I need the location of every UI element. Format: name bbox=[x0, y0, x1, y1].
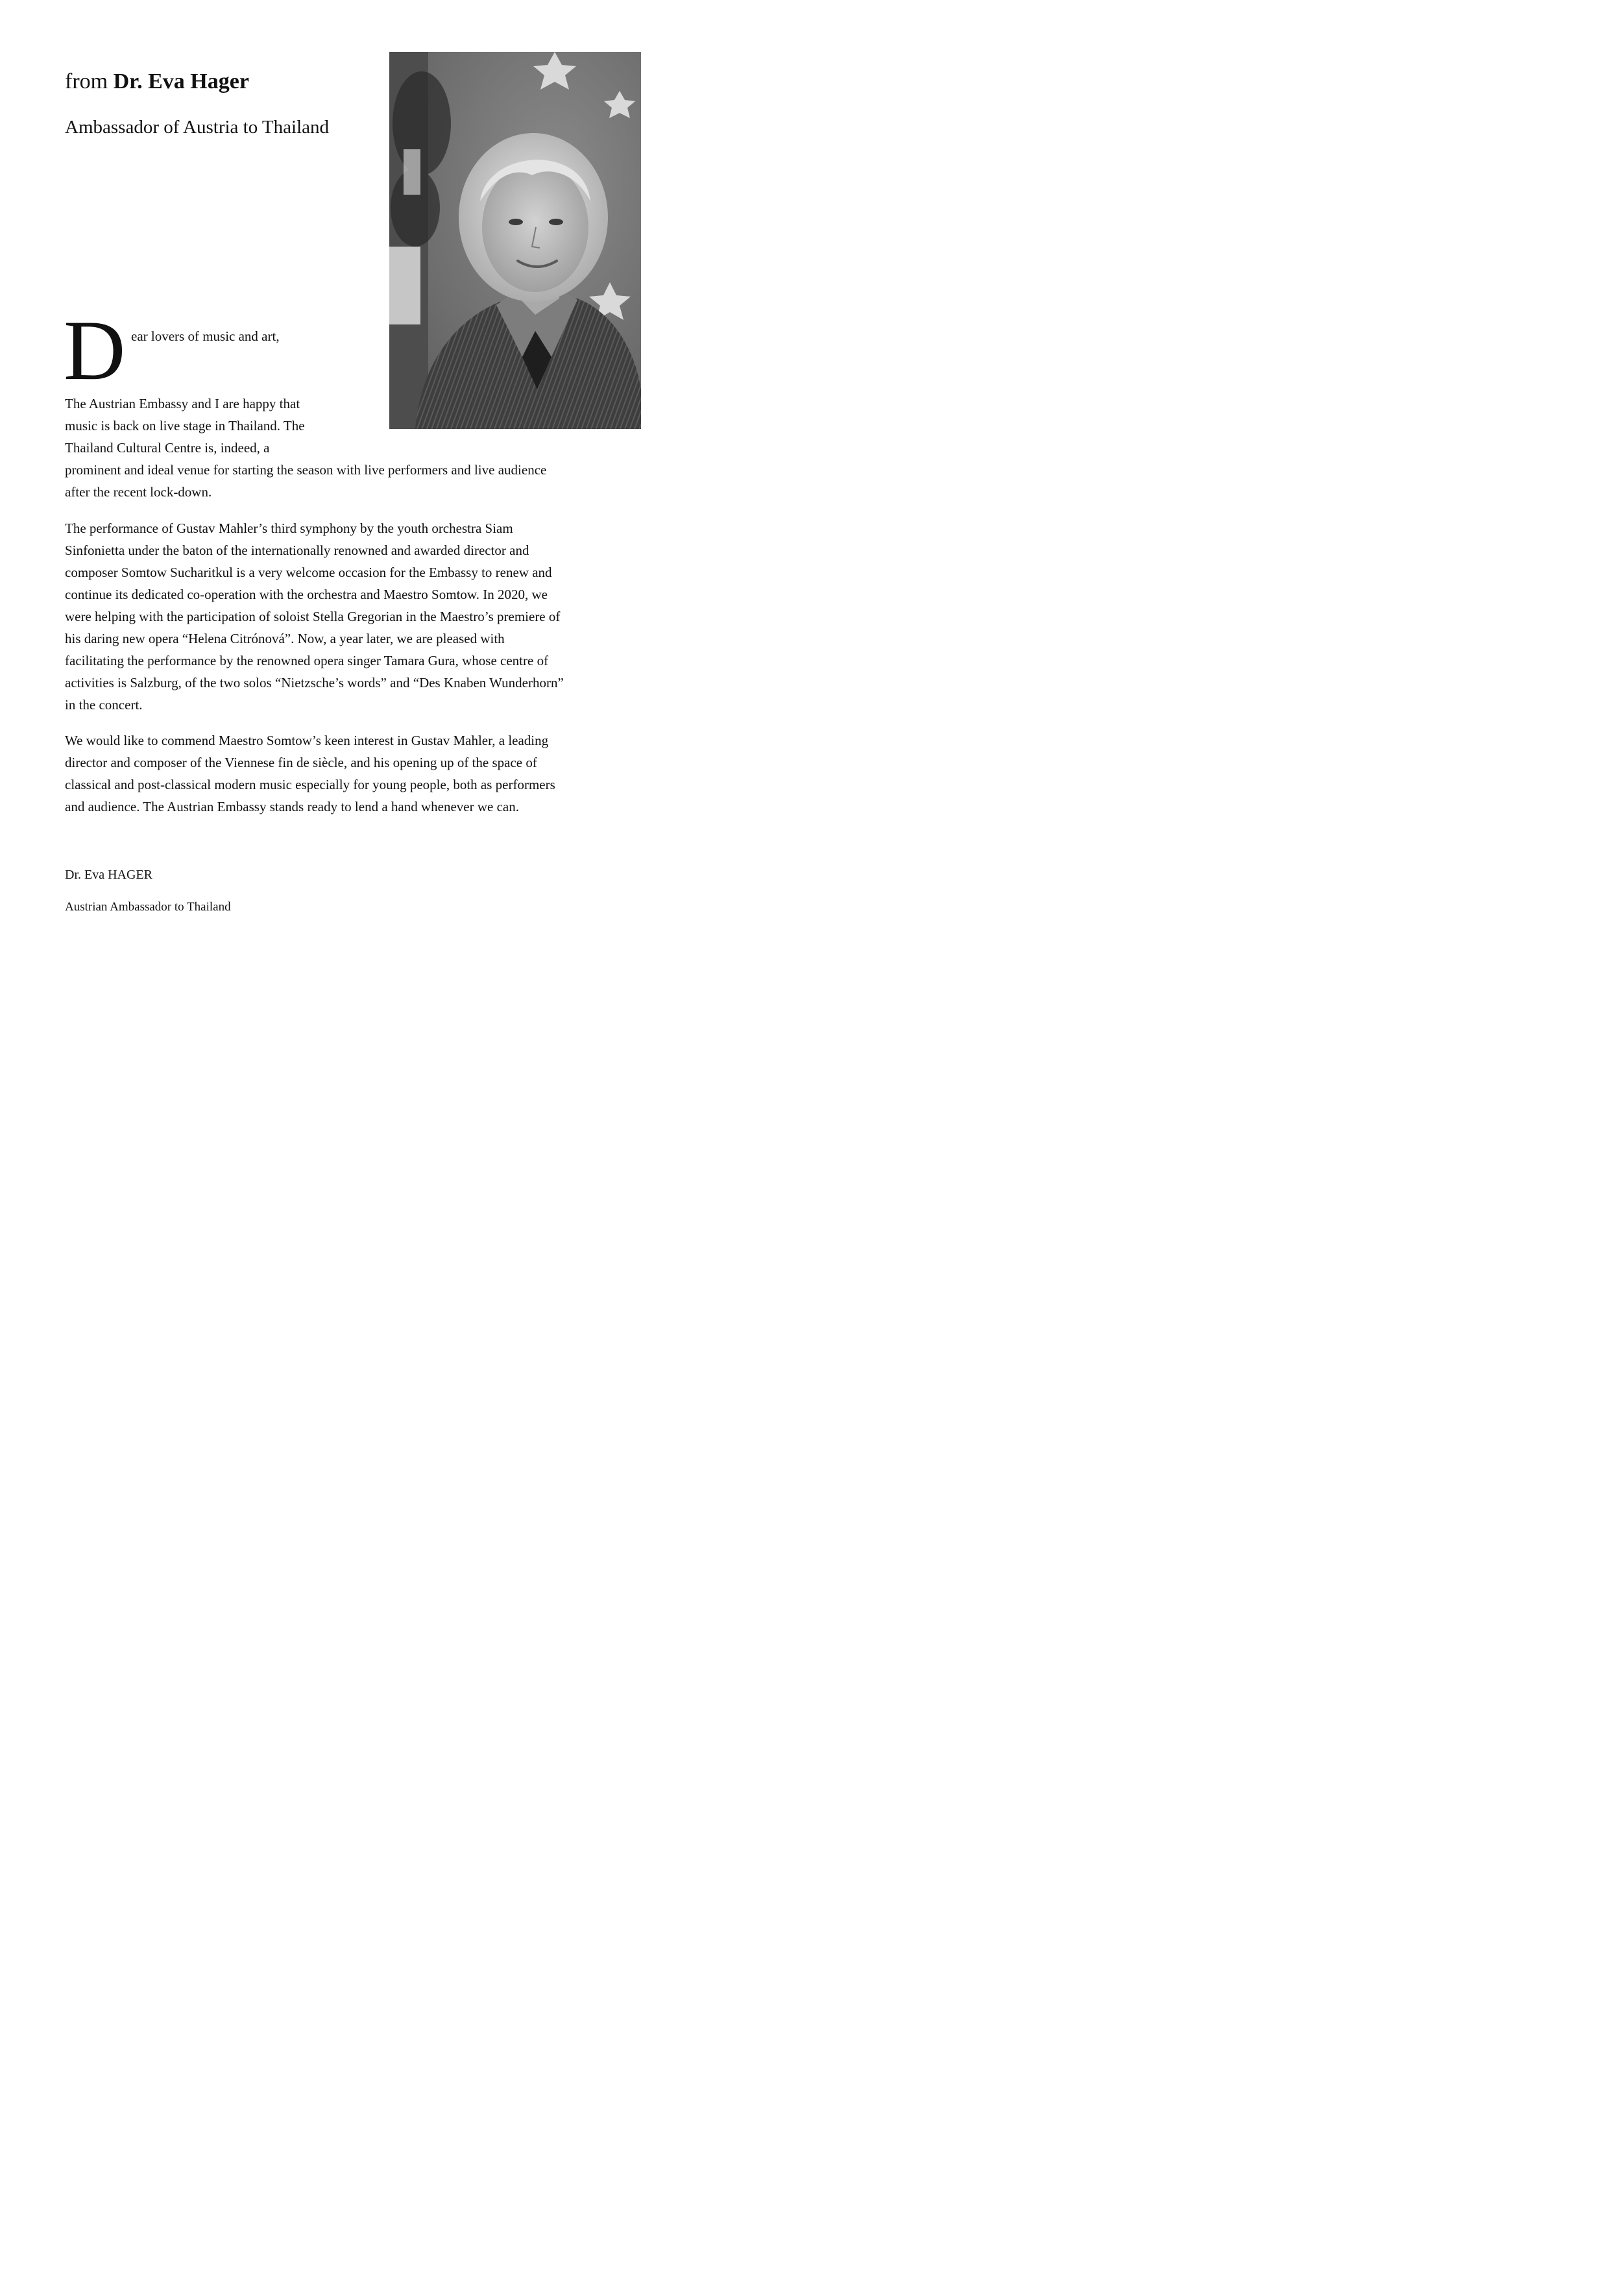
text-line: director and composer of the Viennese fin de siècle, and his opening up of the space of bbox=[65, 755, 537, 770]
text-line: activities is Salzburg, of the two solos “Nietzsche’s words” and “Des Knaben Wunderhorn” bbox=[65, 675, 564, 690]
signature-title: Austrian Ambassador to Thailand bbox=[65, 900, 231, 914]
signature-name: Dr. Eva HAGER bbox=[65, 868, 152, 882]
text-line: were helping with the participation of soloist Stella Gregorian in the Maestro’s premiere of bbox=[65, 609, 561, 624]
heading-prefix: from bbox=[65, 69, 108, 93]
text-line: classical and post-classical modern music especially for young people, both as performers bbox=[65, 777, 555, 792]
text-line: The performance of Gustav Mahler’s third symphony by the youth orchestra Siam bbox=[65, 520, 513, 536]
text-line: Sinfonietta under the baton of the internationally renowned and awarded director and bbox=[65, 543, 529, 558]
text-line: continue its dedicated co-operation with the orchestra and Maestro Somtow. In 2020, we bbox=[65, 587, 548, 602]
author-name: Dr. Eva Hager bbox=[113, 69, 249, 93]
letter-greeting: ear lovers of music and art, bbox=[131, 328, 280, 344]
author-heading bbox=[65, 67, 249, 96]
text-line: composer Somtow Sucharitkul is a very welcome occasion for the Embassy to renew and bbox=[65, 565, 552, 580]
ambassador-portrait-photo bbox=[389, 52, 641, 429]
text-line: facilitating the performance by the renowned opera singer Tamara Gura, whose centre of bbox=[65, 653, 549, 668]
paragraph-1 bbox=[65, 393, 642, 503]
text-line: in the concert. bbox=[65, 697, 143, 713]
paragraph-3 bbox=[65, 729, 642, 818]
text-line: music is back on live stage in Thailand. The bbox=[65, 418, 305, 434]
drop-cap: D bbox=[64, 302, 126, 398]
text-line: after the recent lock-down. bbox=[65, 484, 212, 500]
text-line: Thailand Cultural Centre is, indeed, a bbox=[65, 440, 270, 456]
text-line: We would like to commend Maestro Somtow’s keen interest in Gustav Mahler, a leading bbox=[65, 733, 549, 748]
letter-page bbox=[0, 0, 714, 1010]
text-line: and audience. The Austrian Embassy stands ready to lend a hand whenever we can. bbox=[65, 799, 519, 814]
text-line: prominent and ideal venue for starting the season with live performers and live audience bbox=[65, 462, 547, 478]
text-line: his daring new opera “Helena Citrónová”. Now, a year later, we are pleased with bbox=[65, 631, 505, 646]
text-line: The Austrian Embassy and I are happy that bbox=[65, 396, 300, 411]
author-subtitle: Ambassador of Austria to Thailand bbox=[65, 117, 330, 138]
paragraph-2 bbox=[65, 517, 642, 716]
